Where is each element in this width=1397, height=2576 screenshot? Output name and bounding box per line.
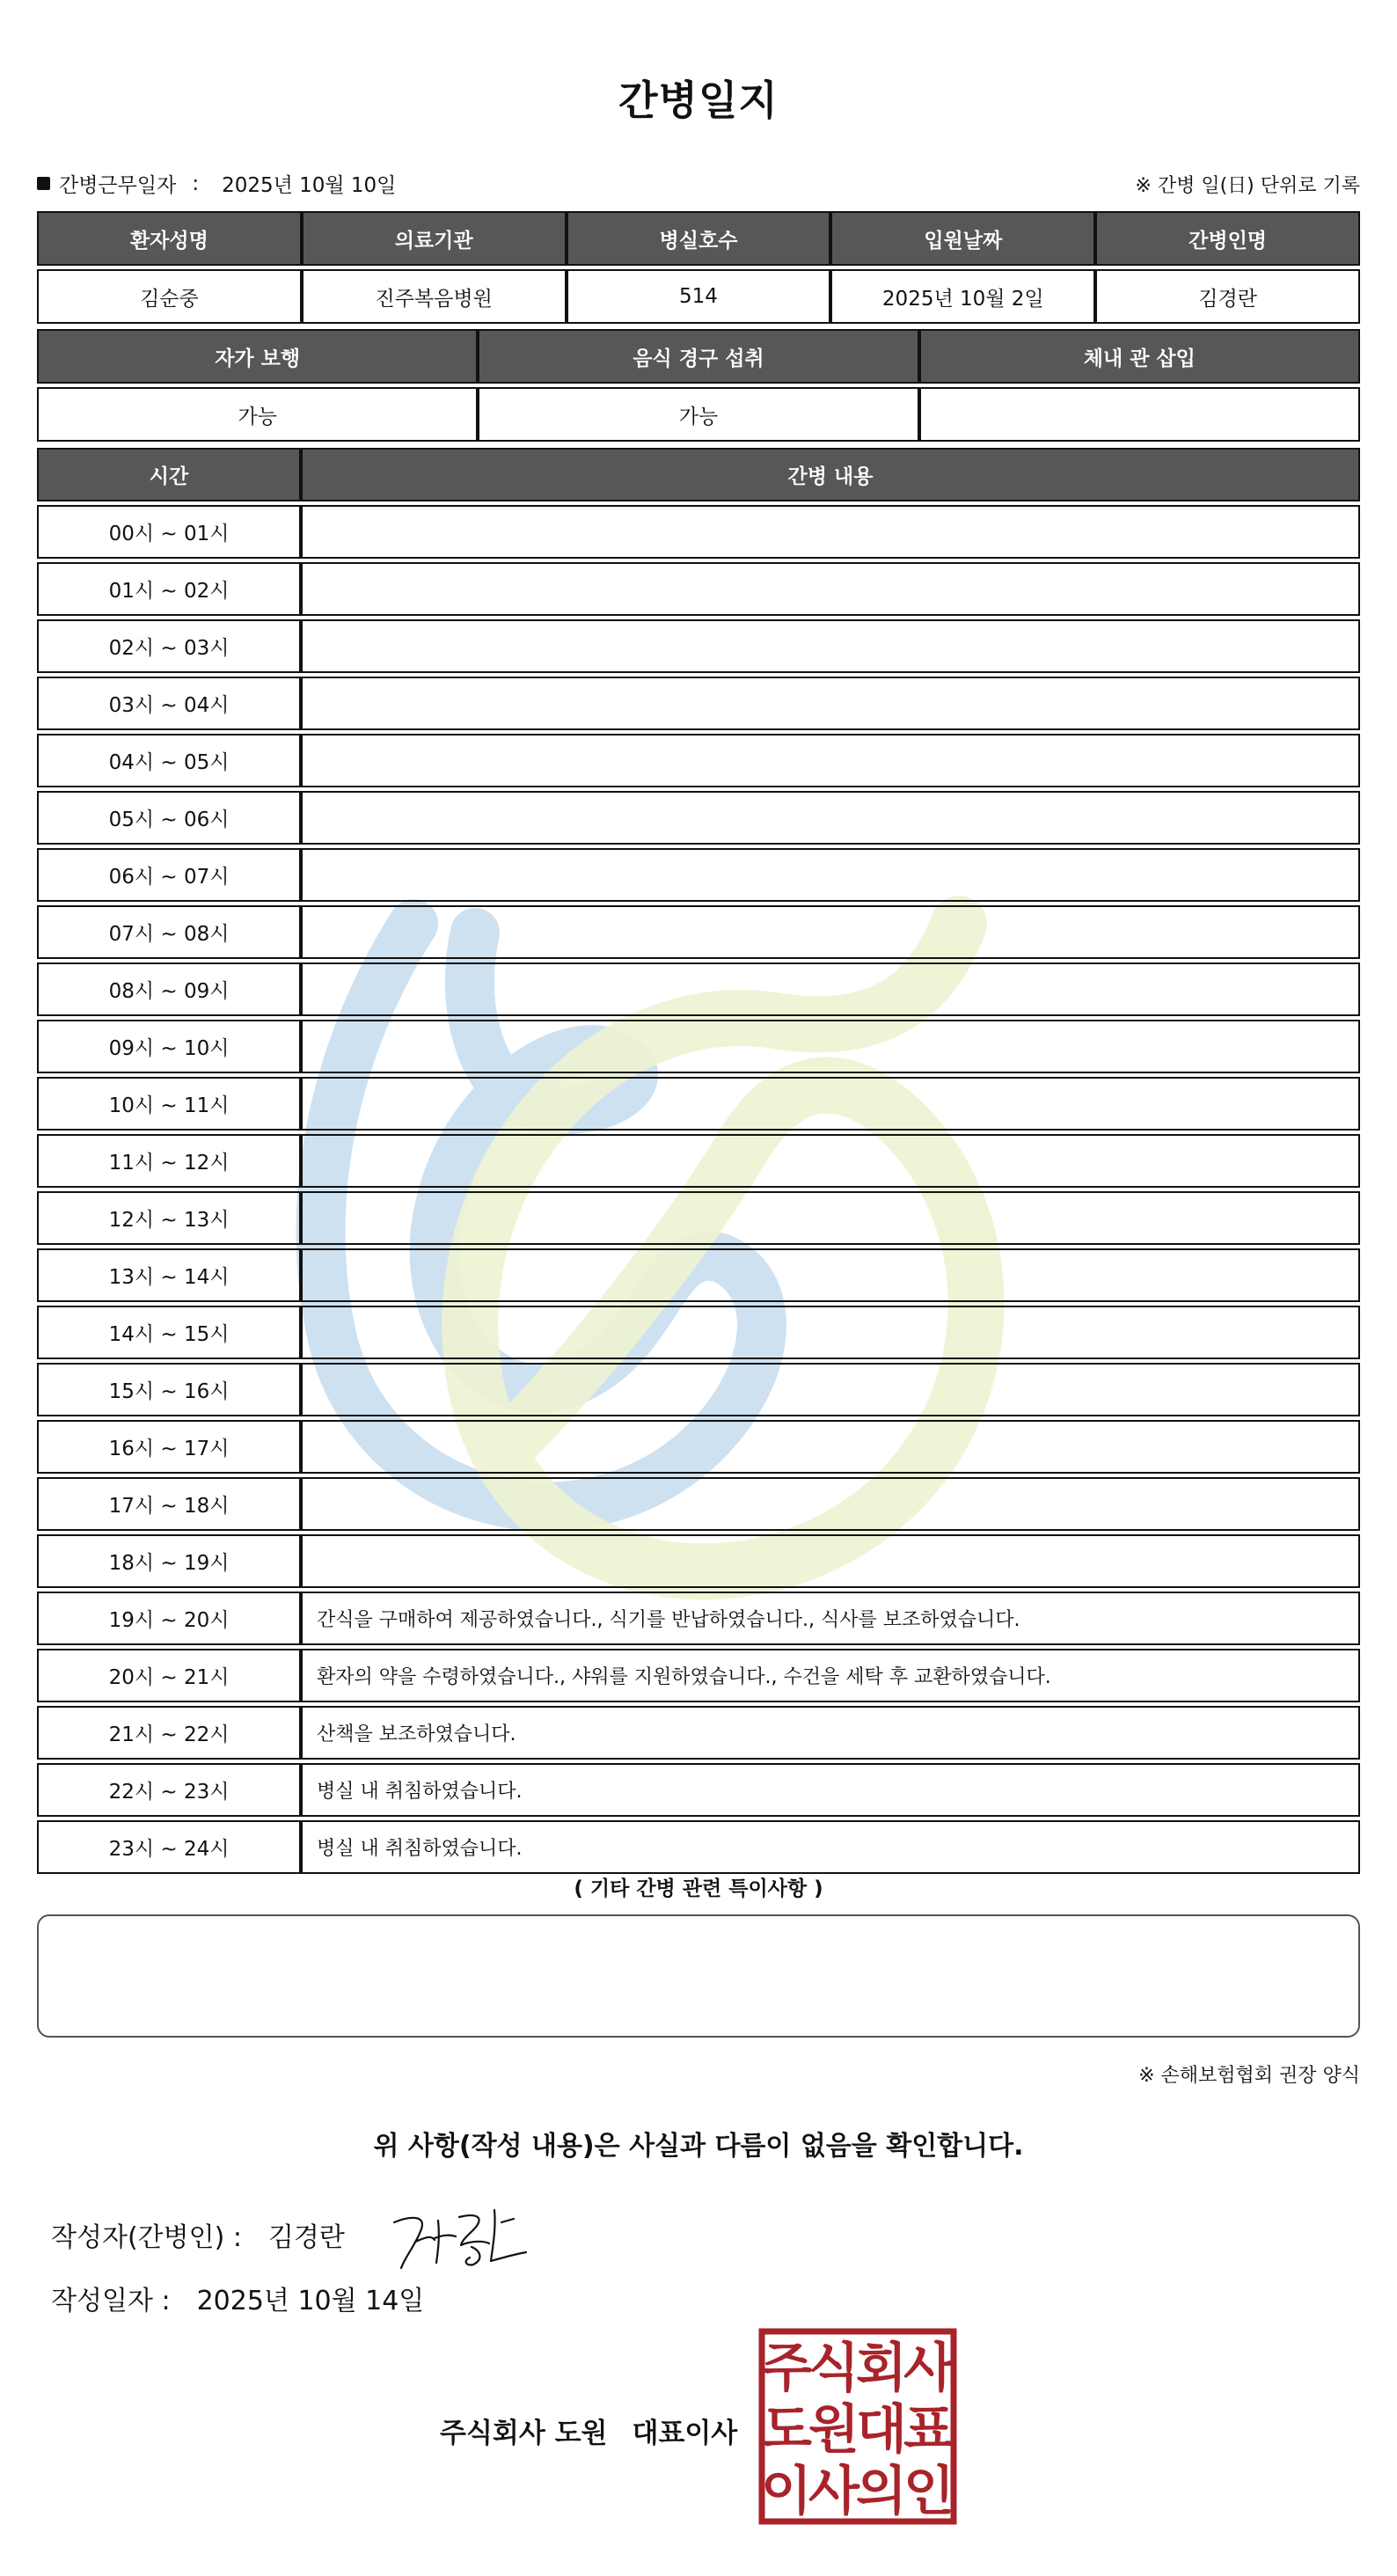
company-line xyxy=(440,2411,737,2450)
patient-name: 김순중 xyxy=(37,269,302,324)
care-log-content xyxy=(301,734,1360,787)
care-log-content xyxy=(301,848,1360,902)
header-oral-intake: 음식 경구 섭취 xyxy=(478,329,918,384)
care-log-row xyxy=(37,791,1360,845)
care-log-table xyxy=(37,444,1360,1877)
care-log-content xyxy=(301,619,1360,673)
care-log-content xyxy=(301,1134,1360,1188)
patient-status-header-row xyxy=(37,329,1360,384)
care-log-content: 병실 내 취침하였습니다. xyxy=(301,1763,1360,1817)
care-log-time: 22시 ~ 23시 xyxy=(37,1763,301,1817)
special-notes-heading: ( 기타 간병 관련 특이사항 ) xyxy=(574,1877,823,1900)
care-log-row xyxy=(37,1363,1360,1416)
care-log-time: 07시 ~ 08시 xyxy=(37,905,301,959)
patient-info-table xyxy=(37,208,1360,327)
care-log-time: 04시 ~ 05시 xyxy=(37,734,301,787)
written-date-label: 작성일자 : xyxy=(51,2286,171,2316)
care-log-time: 15시 ~ 16시 xyxy=(37,1363,301,1416)
care-log-time: 09시 ~ 10시 xyxy=(37,1020,301,1073)
unit-note: ※ 간병 일(日) 단위로 기록 xyxy=(1135,175,1360,197)
care-log-row xyxy=(37,734,1360,787)
patient-status-value-row xyxy=(37,387,1360,442)
care-log-time: 05시 ~ 06시 xyxy=(37,791,301,845)
care-log-content xyxy=(301,1077,1360,1131)
written-date-line xyxy=(51,2279,424,2317)
care-log-content xyxy=(301,1363,1360,1416)
care-log-time: 13시 ~ 14시 xyxy=(37,1248,301,1302)
header-hospital: 의료기관 xyxy=(302,211,567,266)
care-log-row xyxy=(37,962,1360,1016)
seal-glyph: 표 xyxy=(903,2399,954,2461)
writer-label: 작성자(간병인) : xyxy=(51,2222,242,2253)
seal-glyph: 식 xyxy=(808,2338,859,2399)
seal-glyph: 사 xyxy=(808,2461,859,2522)
association-note: ※ 손해보험협회 권장 양식 xyxy=(1138,2065,1360,2087)
care-log-row xyxy=(37,1191,1360,1245)
header-caregiver-name: 간병인명 xyxy=(1095,211,1360,266)
room-number: 514 xyxy=(567,269,831,324)
care-log-row xyxy=(37,1248,1360,1302)
care-log-time: 01시 ~ 02시 xyxy=(37,562,301,616)
care-log-time: 19시 ~ 20시 xyxy=(37,1592,301,1645)
care-log-time: 21시 ~ 22시 xyxy=(37,1706,301,1760)
oral-intake-value: 가능 xyxy=(478,387,918,442)
care-log-time: 23시 ~ 24시 xyxy=(37,1820,301,1874)
writer-name: 김경란 xyxy=(267,2222,345,2253)
handwritten-signature xyxy=(385,2196,535,2275)
duty-date-value: 2025년 10월 10일 xyxy=(222,174,397,197)
care-log-content xyxy=(301,1020,1360,1073)
care-log-row xyxy=(37,505,1360,559)
written-date-value: 2025년 10월 14일 xyxy=(196,2286,425,2316)
care-log-content: 환자의 약을 수령하였습니다., 샤워를 지원하였습니다., 수건을 세탁 후 교환하였습니다. xyxy=(301,1649,1360,1702)
care-log-content xyxy=(301,905,1360,959)
care-log-time: 02시 ~ 03시 xyxy=(37,619,301,673)
care-log-time: 08시 ~ 09시 xyxy=(37,962,301,1016)
company-seal-stamp xyxy=(758,2328,957,2525)
care-log-content xyxy=(301,1420,1360,1474)
care-log-row xyxy=(37,677,1360,730)
patient-info-header-row xyxy=(37,211,1360,266)
care-log-row xyxy=(37,1134,1360,1188)
care-log-row xyxy=(37,562,1360,616)
care-log-row xyxy=(37,1020,1360,1073)
care-log-row xyxy=(37,905,1360,959)
care-log-time: 18시 ~ 19시 xyxy=(37,1534,301,1588)
seal-glyph: 회 xyxy=(856,2338,907,2399)
header-self-walking: 자가 보행 xyxy=(37,329,478,384)
duty-date-line xyxy=(37,169,396,198)
care-log-row xyxy=(37,1763,1360,1817)
header-tube-insertion: 체내 관 삽입 xyxy=(919,329,1360,384)
seal-glyph: 주 xyxy=(761,2338,812,2399)
care-log-row xyxy=(37,1820,1360,1874)
seal-glyph: 도 xyxy=(761,2399,812,2461)
header-patient-name: 환자성명 xyxy=(37,211,302,266)
confirmation-statement: 위 사항(작성 내용)은 사실과 다름이 없음을 확인합니다. xyxy=(373,2131,1024,2162)
care-log-time: 12시 ~ 13시 xyxy=(37,1191,301,1245)
patient-status-table xyxy=(37,326,1360,445)
care-log-content xyxy=(301,1248,1360,1302)
bullet-square-icon xyxy=(37,177,50,190)
duty-date-label: 간병근무일자 xyxy=(59,174,177,197)
tube-insertion-value xyxy=(919,387,1360,442)
care-log-row xyxy=(37,1306,1360,1359)
representative-title: 대표이사 xyxy=(632,2418,738,2449)
care-log-row xyxy=(37,619,1360,673)
header-admission-date: 입원날짜 xyxy=(830,211,1095,266)
care-log-row xyxy=(37,1706,1360,1760)
care-log-time: 11시 ~ 12시 xyxy=(37,1134,301,1188)
header-time: 시간 xyxy=(37,448,301,501)
care-log-time: 00시 ~ 01시 xyxy=(37,505,301,559)
care-log-row xyxy=(37,1077,1360,1131)
care-log-time: 10시 ~ 11시 xyxy=(37,1077,301,1131)
caregiver-name: 김경란 xyxy=(1095,269,1360,324)
care-log-row xyxy=(37,1592,1360,1645)
care-log-content xyxy=(301,1534,1360,1588)
hospital-name: 진주복음병원 xyxy=(302,269,567,324)
care-log-time: 03시 ~ 04시 xyxy=(37,677,301,730)
special-notes-box xyxy=(37,1914,1360,2038)
seal-glyph: 인 xyxy=(903,2461,954,2522)
care-log-content xyxy=(301,791,1360,845)
header-room-number: 병실호수 xyxy=(567,211,831,266)
seal-glyph: 의 xyxy=(856,2461,907,2522)
writer-line xyxy=(51,2215,345,2254)
care-log-content xyxy=(301,677,1360,730)
seal-glyph: 사 xyxy=(903,2338,954,2399)
care-log-time: 17시 ~ 18시 xyxy=(37,1477,301,1531)
care-log-content: 산책을 보조하였습니다. xyxy=(301,1706,1360,1760)
care-log-content xyxy=(301,1191,1360,1245)
care-log-content xyxy=(301,1477,1360,1531)
care-log-row xyxy=(37,1420,1360,1474)
admission-date: 2025년 10월 2일 xyxy=(830,269,1095,324)
care-log-content xyxy=(301,962,1360,1016)
care-log-content: 간식을 구매하여 제공하였습니다., 식기를 반납하였습니다., 식사를 보조하였습니다. xyxy=(301,1592,1360,1645)
header-care-content: 간병 내용 xyxy=(301,448,1360,501)
patient-info-value-row xyxy=(37,269,1360,324)
seal-glyph: 이 xyxy=(761,2461,812,2522)
care-log-time: 20시 ~ 21시 xyxy=(37,1649,301,1702)
care-log-content: 병실 내 취침하였습니다. xyxy=(301,1820,1360,1874)
seal-glyph: 원 xyxy=(808,2399,859,2461)
care-log-row xyxy=(37,1649,1360,1702)
care-log-content xyxy=(301,1306,1360,1359)
care-log-header-row xyxy=(37,448,1360,501)
duty-date-colon: : xyxy=(192,172,200,195)
care-log-row xyxy=(37,848,1360,902)
care-log-content xyxy=(301,505,1360,559)
care-log-time: 14시 ~ 15시 xyxy=(37,1306,301,1359)
care-log-row xyxy=(37,1534,1360,1588)
care-log-content xyxy=(301,562,1360,616)
page-title: 간병일지 xyxy=(618,77,779,124)
seal-glyph: 대 xyxy=(856,2399,907,2461)
company-name: 주식회사 도원 xyxy=(440,2418,608,2449)
care-log-time: 16시 ~ 17시 xyxy=(37,1420,301,1474)
self-walking-value: 가능 xyxy=(37,387,478,442)
care-log-row xyxy=(37,1477,1360,1531)
care-log-time: 06시 ~ 07시 xyxy=(37,848,301,902)
